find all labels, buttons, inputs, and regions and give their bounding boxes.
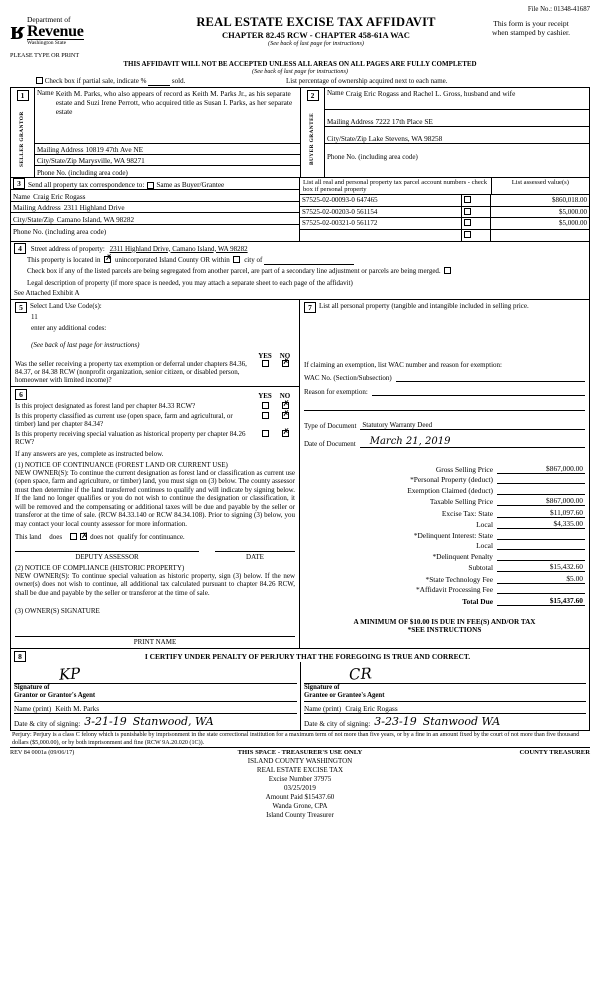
land-use-value[interactable]: 11	[31, 312, 38, 321]
see-back-note: (See back of last page for instructions)	[268, 40, 364, 47]
amount-row	[304, 562, 585, 572]
corr-mailing-label: Mailing Address	[13, 204, 61, 212]
perjury-notice: Perjury: Perjury is a class C felony which is punishable by imprisonment in the state correctional institution for a maximum term of not more than five years, or by a fine in an amount fixed by the court of not more than five thousand dollars ($5,000.00), or by both imprisonment and fine (RCW 9A.20.020 (1C)).	[12, 732, 580, 746]
treasurer-line-6: Wanda Grone, CPA	[272, 802, 328, 811]
additional-codes-value[interactable]	[15, 332, 295, 341]
grantor-sig-label-2: Grantor or Grantor's Agent	[14, 692, 297, 702]
does-not-label: does not	[90, 532, 114, 541]
buyer-mailing-label: Mailing Address	[327, 118, 374, 126]
buyer-citystatezip-label: City/State/Zip	[327, 135, 367, 143]
section-5-landuse	[11, 300, 299, 387]
section-6-no-header: NO	[279, 391, 291, 400]
title-block	[160, 15, 472, 47]
parcel-personal-checkbox-cell[interactable]	[462, 218, 491, 230]
county-treasurer-label: COUNTY TREASURER	[519, 749, 590, 757]
grantee-signature-mark: CR	[348, 664, 373, 685]
doc-date-label: Date of Document	[304, 439, 356, 448]
file-number-label: File No.:	[527, 6, 553, 13]
this-land-label: This land	[15, 532, 42, 541]
grantee-sig-label-1: Signature of	[304, 684, 340, 692]
amount-label: *Delinquent Interest: State	[413, 530, 493, 540]
treasurer-line-4: 03/25/2019	[284, 784, 316, 793]
exemption-yes-checkbox[interactable]	[262, 360, 269, 367]
exemption-question-text: Was the seller receiving a property tax exemption or deferral under chapters 84.36, 84.37, or 84.38 RCW (nonprofit organization, senior citizen, or disabled person, homeowner with limited income)?	[15, 359, 247, 384]
seller-citystatezip-row	[35, 155, 300, 166]
partial-sale-checkbox[interactable]	[36, 77, 43, 84]
logo-department-label: Department of	[26, 15, 71, 24]
does-not-checkbox[interactable]	[80, 533, 87, 540]
seller-citystatezip-label: City/State/Zip	[37, 157, 77, 165]
amount-label: Local	[476, 541, 493, 550]
amount-value[interactable]	[497, 539, 585, 540]
grantee-date-row	[304, 714, 586, 728]
personal-property-checkbox[interactable]	[464, 208, 471, 215]
ownership-percent-note: List percentage of ownership acquired next to each name.	[286, 77, 448, 85]
current-use-question: Is this property classified as current use (open space, farm and agricultural, or timber) land per chapter 84.34?	[15, 411, 233, 428]
grantor-date-row	[14, 714, 297, 728]
grantee-name-row	[304, 702, 586, 714]
exemption-block	[300, 361, 589, 450]
doc-type-row	[304, 421, 585, 430]
continuance-qualify-row	[15, 533, 295, 541]
historic-yes-cell[interactable]	[255, 430, 275, 446]
see-instructions-note: *SEE INSTRUCTIONS	[407, 626, 482, 634]
sections-5-6-7-block	[10, 300, 590, 650]
section-1-fields	[35, 88, 300, 177]
seller-buyer-block	[10, 87, 590, 177]
section-3-number: 3	[13, 178, 25, 189]
amount-row	[304, 574, 585, 584]
document-header	[10, 15, 590, 59]
grantee-name-value[interactable]: Craig Eric Rogass	[345, 705, 398, 714]
amount-value[interactable]: $15,432.60	[497, 562, 585, 572]
historic-property-question: Is this property receiving special valuation as historical property per chapter 84.26 RCW?	[15, 429, 246, 446]
section-2-side-label: BUYER GRANTEE	[309, 112, 315, 166]
amount-value[interactable]: $4,335.00	[497, 519, 585, 529]
section-4-property	[10, 242, 590, 300]
section-5-no-header: NO	[279, 351, 291, 360]
does-label: does	[49, 532, 63, 541]
buyer-phone-row	[325, 144, 589, 161]
grantee-date-label: Date & city of signing:	[304, 720, 371, 729]
reason-value[interactable]	[372, 387, 585, 396]
deputy-assessor-row	[15, 551, 295, 561]
section-3-left	[11, 178, 300, 241]
grantee-sig-label-2: Grantee or Grantee's Agent	[304, 692, 586, 702]
amount-label: Excise Tax: State	[441, 508, 493, 518]
parcel-personal-checkbox-cell[interactable]	[462, 206, 491, 218]
grantor-signature-line[interactable]	[14, 662, 297, 684]
treasurer-stamp	[10, 757, 590, 820]
treasurer-space-label: THIS SPACE - TREASURER'S USE ONLY	[237, 749, 363, 757]
current-use-no-checkbox[interactable]	[282, 412, 289, 419]
reason-row	[304, 387, 585, 396]
section-4-number: 4	[14, 243, 26, 254]
historic-property-row	[15, 430, 295, 446]
personal-property-block	[300, 300, 589, 361]
buyer-name-value[interactable]: Craig Eric Rogass and Rachel L. Gross, husband and wife	[345, 89, 516, 98]
historic-yes-checkbox[interactable]	[262, 430, 269, 437]
additional-codes-label: enter any additional codes:	[31, 323, 107, 332]
logo-revenue-label: Revenue	[26, 23, 84, 40]
section-7-valuation	[300, 300, 589, 649]
correspondence-label: Send all property tax correspondence to:	[28, 181, 145, 189]
parcels-header-label: List all real and personal property tax parcel account numbers - check box if personal property	[303, 179, 487, 193]
treasurer-line-1: ISLAND COUNTY WASHINGTON	[247, 757, 353, 766]
minimum-due-note: A MINIMUM OF $10.00 IS DUE IN FEE(S) AND/OR TAX	[353, 618, 536, 626]
see-back-note-2: (See back of last page for instructions)	[252, 68, 348, 75]
section-3-right	[300, 178, 589, 241]
section-2-sidebar	[301, 88, 325, 177]
seller-name-row	[35, 88, 300, 144]
corr-citystatezip-row	[11, 213, 299, 225]
amount-row	[304, 464, 585, 474]
grantee-name-label: Name (print)	[304, 705, 342, 714]
seller-name-value[interactable]: Keith M. Parks, who also appears of record as Keith M. Parks Jr., as his separate estate and Suzi Irene Perrott, who acquired title as Susan I. Parks, as her separate estate	[55, 89, 293, 116]
seller-phone-row	[35, 166, 300, 177]
amount-value[interactable]: $867,000.00	[497, 496, 585, 506]
grantor-name-value[interactable]: Keith M. Parks	[55, 705, 100, 714]
amount-label: *Personal Property (deduct)	[410, 475, 493, 484]
table-row	[300, 229, 589, 241]
section-5-number: 5	[15, 302, 27, 313]
grantee-date-value[interactable]: 3-23-19	[374, 715, 417, 729]
section-2-number: 2	[307, 90, 319, 101]
amount-row-total	[304, 596, 585, 606]
amount-label: Exemption Claimed (deduct)	[407, 485, 493, 495]
amount-label: Taxable Selling Price	[429, 497, 493, 506]
same-as-buyer-label: Same as Buyer/Grantee	[156, 181, 225, 189]
current-use-no-cell[interactable]	[275, 412, 295, 428]
forest-land-yes-checkbox[interactable]	[262, 402, 269, 409]
land-use-see-back: (See back of last page for instructions)	[31, 340, 140, 349]
wac-value[interactable]	[396, 373, 585, 382]
wac-label: WAC No. (Section/Subsection)	[304, 373, 392, 382]
section-8-number: 8	[14, 651, 26, 662]
grantor-date-label: Date & city of signing:	[14, 720, 81, 729]
doc-date-row	[304, 436, 585, 448]
amount-value[interactable]: $11,097.60	[497, 508, 585, 518]
logo-state-label: Washington State	[27, 39, 84, 46]
seller-mailing-row	[35, 144, 300, 155]
grantee-signature-line[interactable]	[304, 662, 586, 684]
assessed-header-label: List assessed value(s)	[491, 178, 589, 194]
grantor-city-value[interactable]: Stanwood, WA	[132, 715, 214, 729]
parcel-assessed-value[interactable]	[491, 229, 589, 241]
grantor-date-value[interactable]: 3-21-19	[84, 715, 127, 729]
section-1-number: 1	[17, 90, 29, 101]
buyer-name-label: Name	[327, 89, 344, 97]
section-6-designations	[11, 387, 299, 649]
revenue-swirl-icon: ʁ	[10, 15, 25, 45]
street-address-label: Street address of property:	[30, 244, 105, 253]
grantee-signature-block	[300, 662, 589, 730]
partial-sale-label: Check box if partial sale, indicate %	[44, 77, 147, 85]
parcel-assessed-value[interactable]: $860,018.00	[491, 195, 589, 207]
notice-compliance-body: NEW OWNER(S): To continue special valuation as historic property, sign (3) below. If the new owner(s) does not wish to continue, all additional tax calculated pursuant to chapter 84.26 RCW, shall be due and payable by the seller or transferor at the time of sale.	[15, 571, 295, 597]
section-8-certification	[10, 649, 590, 731]
grantor-name-label: Name (print)	[14, 705, 52, 714]
buyer-citystatezip-row	[325, 127, 589, 144]
segregation-row	[11, 266, 589, 276]
grantor-sig-label-1: Signature of	[14, 684, 50, 692]
exemption-no-checkbox[interactable]	[282, 360, 289, 367]
forest-land-yes-cell[interactable]	[255, 402, 275, 410]
unincorporated-checkbox[interactable]	[104, 256, 111, 263]
owner-signature-label: (3) OWNER(S) SIGNATURE	[15, 607, 100, 616]
amount-value[interactable]	[497, 593, 585, 594]
page-title: REAL ESTATE EXCISE TAX AFFIDAVIT	[196, 15, 436, 29]
amount-row	[304, 519, 585, 529]
corr-phone-label: Phone No. (including area code)	[13, 228, 107, 236]
legal-description-label-row	[11, 276, 589, 288]
buyer-phone-label: Phone No. (including area code)	[327, 153, 418, 161]
receipt-line-1: This form is your receipt	[493, 19, 569, 28]
correspondence-row	[11, 178, 299, 190]
total-due-label: Total Due	[462, 597, 493, 606]
exemption-question-row	[15, 360, 295, 384]
treasurer-line-2: REAL ESTATE EXCISE TAX	[256, 766, 344, 775]
partial-sale-percent-field[interactable]	[148, 77, 170, 86]
same-as-buyer-checkbox[interactable]	[147, 182, 154, 189]
seller-mailing-value[interactable]: 10819 47th Ave NE	[85, 145, 144, 154]
grantor-signature-mark: KP	[58, 664, 81, 685]
parcel-assessed-value[interactable]: $5,000.00	[491, 206, 589, 218]
corr-name-row	[11, 190, 299, 202]
street-address-row	[11, 242, 589, 255]
agency-logo-block	[10, 15, 160, 59]
amount-label: Local	[476, 520, 493, 529]
signature-columns	[11, 662, 589, 730]
section-6-number: 6	[15, 389, 27, 400]
corr-citystatezip-value[interactable]: Camano Island, WA 98282	[56, 215, 135, 224]
exemption-no-cell[interactable]	[275, 360, 295, 384]
section-2-fields	[325, 88, 589, 177]
notice-continuance-body: NEW OWNER(S): To continue the current designation as forest land or classification as current use (open space, farm and agriculture, or timber) land, you must sign on (3) below. The county assessor must then determine if the land transferred continues to qualify and will indicate by signing below. If the land no longer qualifies or you do not wish to continue the designation or classification, it will be removed and the compensating or additional taxes will be due and payable by the seller or transferor at the time of sale. (RCW 84.33.140 or RCW 84.34.108). Prior to signing (3) below, you may contact your local county assessor for more information.	[15, 468, 295, 529]
table-row	[300, 206, 589, 218]
wac-row	[304, 373, 585, 382]
parcel-assessed-value[interactable]: $5,000.00	[491, 218, 589, 230]
qualify-continuance-label: qualify for continuance.	[117, 532, 185, 541]
historic-no-cell[interactable]	[275, 430, 295, 446]
grantor-signature-block	[11, 662, 300, 730]
amount-value[interactable]	[497, 483, 585, 484]
amount-value[interactable]	[497, 549, 585, 550]
forest-land-no-checkbox[interactable]	[282, 402, 289, 409]
reason-extra-line[interactable]	[304, 401, 585, 411]
amount-row	[304, 496, 585, 506]
doc-date-value[interactable]: March 21, 2019	[360, 436, 585, 448]
deputy-date-label: DATE	[215, 551, 295, 561]
legal-description-value-row	[11, 288, 589, 299]
section-2-buyer	[300, 88, 589, 177]
seller-name-label: Name	[37, 89, 54, 97]
amount-value[interactable]: $5.00	[497, 574, 585, 584]
unincorporated-label: unincorporated Island County OR within	[114, 255, 230, 264]
amount-value[interactable]: $867,000.00	[497, 464, 585, 474]
parcel-table	[300, 194, 589, 241]
seller-citystatezip-value[interactable]: Marysville, WA 98271	[78, 156, 145, 165]
receipt-note	[472, 15, 590, 37]
amounts-block	[300, 450, 589, 637]
certification-statement: I CERTIFY UNDER PENALTY OF PERJURY THAT THE FOREGOING IS TRUE AND CORRECT.	[144, 651, 471, 661]
left-column	[11, 300, 300, 649]
legal-description-label: Legal description of property (if more space is needed, you may attach a separate sheet to each page of the affidavit)	[27, 278, 353, 287]
parcel-header-row	[300, 178, 589, 194]
notice-continuance-title: (1) NOTICE OF CONTINUANCE (FOREST LAND OR CURRENT USE)	[15, 460, 228, 469]
corr-phone-row	[11, 225, 299, 237]
deputy-assessor-label: DEPUTY ASSESSOR	[15, 551, 199, 561]
current-use-yes-cell[interactable]	[255, 412, 275, 428]
amount-row	[304, 531, 585, 540]
amount-row	[304, 541, 585, 550]
corr-citystatezip-label: City/State/Zip	[13, 215, 54, 224]
historic-no-checkbox[interactable]	[282, 430, 289, 437]
section-7-number: 7	[304, 302, 316, 313]
table-row	[300, 218, 589, 230]
file-number-line	[10, 6, 590, 13]
parcel-personal-checkbox-cell[interactable]	[462, 229, 491, 241]
current-use-yes-checkbox[interactable]	[262, 412, 269, 419]
exemption-claim-label: If claiming an exemption, list WAC number and reason for exemption:	[304, 360, 502, 369]
please-type-label: PLEASE TYPE OR PRINT	[10, 52, 80, 59]
parcel-number[interactable]: S7525-02-00321-0 561172	[300, 218, 462, 230]
corr-mailing-row	[11, 202, 299, 214]
personal-property-checkbox[interactable]	[464, 231, 471, 238]
amount-row	[304, 475, 585, 484]
corr-name-label: Name	[13, 192, 31, 201]
segregation-label: Check box if any of the listed parcels are being segregated from another parcel, are part of a secondary line adjustment or parcels are being merged.	[27, 266, 441, 275]
amount-row	[304, 486, 585, 495]
amount-label: *Delinquent Penalty	[432, 551, 493, 561]
total-due-value[interactable]: $15,437.60	[497, 596, 585, 606]
amount-row	[304, 508, 585, 518]
segregation-checkbox[interactable]	[444, 267, 451, 274]
section-6-yes-header: YES	[258, 391, 272, 400]
buyer-mailing-value[interactable]: 7222 17th Place SE	[375, 117, 433, 126]
amount-row	[304, 552, 585, 561]
print-name-label: PRINT NAME	[133, 638, 177, 647]
buyer-name-row	[325, 88, 589, 110]
completion-warning: THIS AFFIDAVIT WILL NOT BE ACCEPTED UNLESS ALL AREAS ON ALL PAGES ARE FULLY COMPLETED	[123, 60, 477, 68]
partial-sale-left	[36, 77, 286, 86]
section-3-correspondence	[10, 177, 590, 242]
forest-land-row	[15, 402, 295, 410]
amount-value[interactable]	[497, 494, 585, 495]
section-5-yes-header: YES	[258, 351, 272, 360]
located-in-label: This property is located in	[27, 255, 101, 264]
current-use-row	[15, 412, 295, 428]
seller-phone-label: Phone No. (including area code)	[37, 169, 128, 177]
partial-sale-sold-label: sold.	[171, 77, 186, 85]
treasurer-line-7: Island County Treasurer	[266, 811, 334, 820]
table-row	[300, 195, 589, 207]
document-footer	[10, 747, 590, 756]
revision-number: REV 84 0001a (09/06/17)	[10, 749, 75, 757]
doc-type-value[interactable]: Statutory Warranty Deed	[360, 421, 585, 430]
treasurer-line-3: Excise Number 37975	[268, 775, 332, 784]
amount-label: Subtotal	[468, 563, 493, 572]
land-use-label: Select Land Use Code(s):	[30, 301, 102, 310]
section-1-sidebar	[11, 88, 35, 177]
receipt-line-2: when stamped by cashier.	[491, 28, 571, 37]
seller-mailing-label: Mailing Address	[37, 146, 84, 154]
personal-property-checkbox[interactable]	[464, 219, 471, 226]
buyer-citystatezip-value[interactable]: Lake Stevens, WA 98258	[368, 134, 443, 143]
doc-type-label: Type of Document	[304, 421, 357, 430]
page-subtitle: CHAPTER 82.45 RCW - CHAPTER 458-61A WAC	[222, 30, 410, 40]
grantee-city-value[interactable]: Stanwood WA	[422, 715, 501, 729]
section-1-seller	[11, 88, 300, 177]
legal-description-value[interactable]: See Attached Exhibit A	[14, 288, 80, 297]
located-in-row	[11, 255, 589, 266]
reason-label: Reason for exemption:	[304, 387, 368, 396]
amount-row	[304, 585, 585, 594]
amount-label: *Affidavit Processing Fee	[415, 585, 493, 594]
forest-land-question: Is this project designated as forest land per chapter 84.33 RCW?	[15, 401, 196, 410]
section-1-side-label: SELLER GRANTOR	[19, 111, 25, 167]
personal-property-checkbox[interactable]	[464, 196, 471, 203]
file-number-value: 01348-41687	[553, 6, 590, 13]
does-checkbox[interactable]	[70, 533, 77, 540]
section-6-instruction: If any answers are yes, complete as instructed below.	[15, 449, 164, 458]
corr-name-value[interactable]: Craig Eric Rogass	[33, 192, 86, 201]
exemption-yes-cell[interactable]	[255, 360, 275, 384]
parcel-number[interactable]: S7525-02-00203-0 561154	[300, 206, 462, 218]
grantor-name-row	[14, 702, 297, 714]
parcel-number[interactable]: S7525-02-00093-0 647465	[300, 195, 462, 207]
parcel-personal-checkbox-cell[interactable]	[462, 195, 491, 207]
treasurer-line-5: Amount Paid $15437.60	[265, 793, 335, 802]
personal-property-label: List all personal property (tangible and intangible included in selling price.	[319, 301, 529, 310]
street-address-value[interactable]: 2311 Highland Drive, Camano Island, WA 98282	[109, 244, 248, 253]
parcel-number[interactable]	[300, 229, 462, 241]
personal-property-value[interactable]	[304, 313, 585, 359]
corr-mailing-value[interactable]: 2311 Highland Drive	[63, 204, 125, 212]
amount-label: *State Technology Fee	[425, 574, 493, 584]
owner-signature-line[interactable]	[15, 615, 295, 637]
city-name-field[interactable]	[264, 256, 354, 265]
amount-label: Gross Selling Price	[435, 464, 493, 474]
city-checkbox[interactable]	[233, 256, 240, 263]
amount-value[interactable]	[497, 560, 585, 561]
partial-sale-row	[36, 77, 590, 86]
buyer-mailing-row	[325, 110, 589, 127]
city-of-label: city of	[244, 255, 263, 264]
notice-compliance-title: (2) NOTICE OF COMPLIANCE (HISTORIC PROPERTY)	[15, 563, 185, 572]
